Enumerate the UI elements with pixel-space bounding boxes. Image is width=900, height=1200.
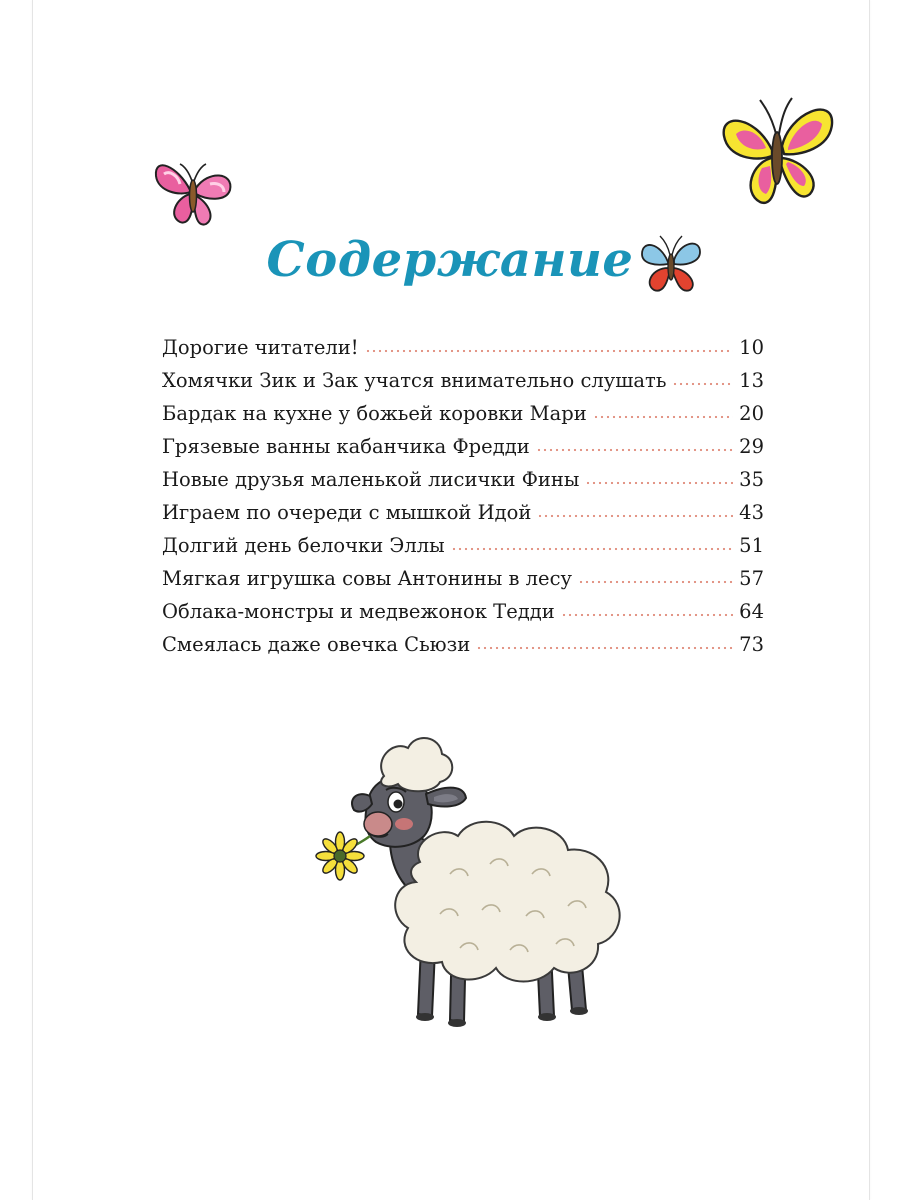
toc-entry-title: Новые друзья маленькой лисички Фины [162, 468, 580, 491]
toc-entry[interactable] [162, 435, 764, 468]
toc-entry[interactable] [162, 336, 764, 369]
toc-entry-page: 43 [739, 501, 764, 524]
toc-entry[interactable] [162, 567, 764, 600]
toc-entry-title: Дорогие читатели! [162, 336, 359, 359]
toc-entry-page: 64 [739, 600, 764, 623]
toc-entry[interactable] [162, 468, 764, 501]
leader-dots [365, 349, 734, 353]
toc-entry-title: Бардак на кухне у божьей коровки Мари [162, 402, 587, 425]
toc-entry-page: 35 [739, 468, 764, 491]
toc-entry-page: 13 [739, 369, 764, 392]
toc-entry-page: 10 [739, 336, 764, 359]
toc-entry[interactable] [162, 633, 764, 666]
leader-dots [672, 382, 733, 386]
toc-entry-title: Облака-монстры и медвежонок Тедди [162, 600, 555, 623]
leader-dots [451, 547, 734, 551]
toc-entry-title: Мягкая игрушка совы Антонины в лесу [162, 567, 572, 590]
toc-entry[interactable] [162, 501, 764, 534]
leader-dots [585, 481, 733, 485]
toc-entry[interactable] [162, 402, 764, 435]
toc-entry-page: 51 [739, 534, 764, 557]
toc-entry-page: 20 [739, 402, 764, 425]
toc-entry-title: Грязевые ванны кабанчика Фредди [162, 435, 530, 458]
table-of-contents [162, 336, 764, 666]
leader-dots [536, 448, 733, 452]
toc-entry-title: Играем по очереди с мышкой Идой [162, 501, 532, 524]
toc-entry-title: Хомячки Зик и Зак учатся внимательно слушать [162, 369, 667, 392]
pink-butterfly-icon [150, 152, 240, 232]
page-title: Содержание [266, 232, 634, 288]
toc-entry-page: 29 [739, 435, 764, 458]
toc-entry[interactable] [162, 369, 764, 402]
toc-entry-page: 73 [739, 633, 764, 656]
toc-entry[interactable] [162, 600, 764, 633]
leader-dots [593, 415, 733, 419]
leader-dots [537, 514, 733, 518]
toc-entry[interactable] [162, 534, 764, 567]
toc-entry-title: Смеялась даже овечка Сьюзи [162, 633, 471, 656]
leader-dots [578, 580, 733, 584]
yellow-pink-butterfly-icon [716, 92, 840, 216]
leader-dots [561, 613, 733, 617]
toc-entry-title: Долгий день белочки Эллы [162, 534, 445, 557]
toc-entry-page: 57 [739, 567, 764, 590]
leader-dots [476, 646, 733, 650]
sheep-with-flower-illustration [300, 724, 650, 1034]
